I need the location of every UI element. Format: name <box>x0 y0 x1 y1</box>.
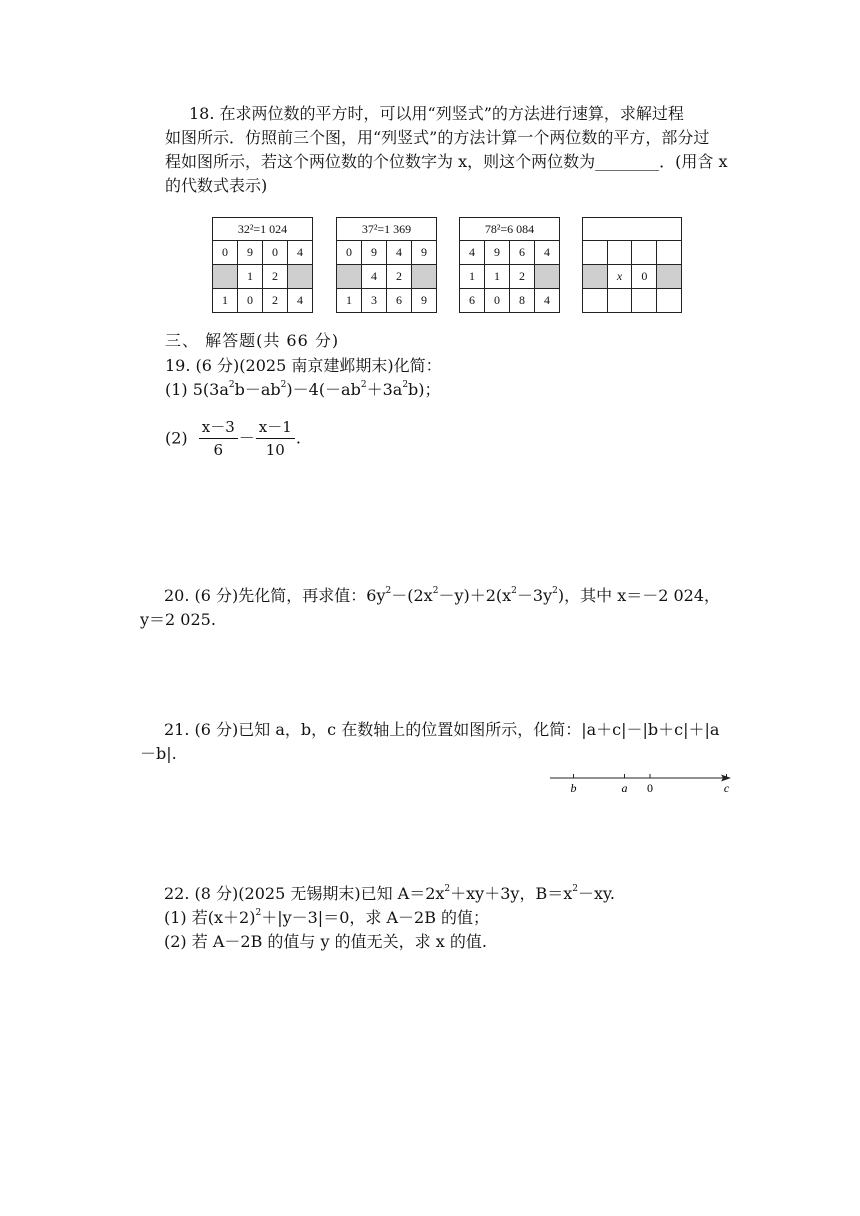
q19-part-2 <box>165 416 301 461</box>
q18-line-2: 如图所示．仿照前三个图，用“列竖式”的方法计算一个两位数的平方，部分过 <box>165 128 710 147</box>
superscript: 2 <box>572 883 578 894</box>
fraction <box>256 416 295 461</box>
q18-line-4: 的代数式表示) <box>165 176 268 195</box>
q22-part-1 <box>140 906 740 930</box>
text: －3y <box>516 586 553 605</box>
tick-label-zero: 0 <box>647 781 653 795</box>
grid-cell <box>607 241 632 265</box>
grid-cell: 9 <box>412 289 437 313</box>
grid-cell: 2 <box>387 265 412 289</box>
grid-cell <box>632 241 657 265</box>
grid-cell: 4 <box>460 241 485 265</box>
text: －(2x <box>391 586 433 605</box>
grid-cell: 1 <box>213 289 238 313</box>
tick-label-b: b <box>570 781 577 795</box>
grid-header: 37²=1 369 <box>337 218 437 241</box>
fraction-numerator: x－1 <box>256 416 295 439</box>
fraction <box>199 416 238 461</box>
text: －y)＋2(x <box>438 586 512 605</box>
tick-label-a: a <box>621 781 628 795</box>
superscript: 2 <box>385 585 392 596</box>
text: (1) 5(3a <box>165 380 229 399</box>
grid-cell: 8 <box>510 289 535 313</box>
text: b－ab <box>234 380 281 399</box>
grid-cell: 6 <box>460 289 485 313</box>
grid-cell: 4 <box>362 265 387 289</box>
grid-cell: 0 <box>238 289 263 313</box>
grid-cell <box>657 241 682 265</box>
fraction-denominator: 6 <box>213 441 224 459</box>
q20-line-1 <box>140 584 740 608</box>
grid-header: 78²=6 084 <box>460 218 560 241</box>
text: ＋3a <box>366 380 403 399</box>
grid-cell: 6 <box>387 289 412 313</box>
grid-header <box>583 218 682 241</box>
superscript: 2 <box>280 379 287 390</box>
grid-cell-shaded <box>657 265 682 289</box>
square-grids <box>212 217 682 317</box>
text: ＋|y－3|＝0，求 A－2B 的值； <box>261 908 490 927</box>
grid-cell-shaded <box>213 265 238 289</box>
question-22 <box>140 882 740 954</box>
grid-header: 32²=1 024 <box>213 218 313 241</box>
grid-cell: 9 <box>238 241 263 265</box>
period: . <box>295 428 301 448</box>
q18-line-1: 18. 在求两位数的平方时，可以用“列竖式”的方法进行速算，求解过程 <box>189 104 684 123</box>
grid-cell: 1 <box>238 265 263 289</box>
grid-cell: 0 <box>632 265 657 289</box>
text: )，其中 x＝－2 024， <box>557 586 721 605</box>
superscript: 2 <box>511 585 517 596</box>
grid-cell: 4 <box>288 241 313 265</box>
grid-32-squared <box>212 217 313 313</box>
superscript: 2 <box>552 585 558 596</box>
grid-cell: 9 <box>412 241 437 265</box>
q21-line-1: 21. (6 分)已知 a，b，c 在数轴上的位置如图所示，化简：|a＋c|－|b＋c|＋|a <box>164 720 720 739</box>
text: b)； <box>408 380 441 399</box>
grid-cell-shaded <box>583 265 608 289</box>
q20-line-2: y＝2 025. <box>140 610 216 629</box>
grid-cell <box>583 289 608 313</box>
grid-cell <box>583 241 608 265</box>
superscript: 2 <box>228 379 235 390</box>
superscript: 2 <box>360 379 367 390</box>
q22-part-2: (2) 若 A－2B 的值与 y 的值无关，求 x 的值. <box>164 932 487 951</box>
grid-78-squared <box>459 217 560 313</box>
question-18 <box>165 102 735 198</box>
superscript: 2 <box>444 883 451 894</box>
text: )－4(－ab <box>286 380 361 399</box>
grid-cell-shaded <box>288 265 313 289</box>
grid-cell: 0 <box>213 241 238 265</box>
grid-cell <box>607 289 632 313</box>
grid-cell: 6 <box>510 241 535 265</box>
question-19 <box>165 354 735 402</box>
grid-cell: 0 <box>337 241 362 265</box>
grid-cell: 2 <box>263 289 288 313</box>
tick-label-c: c <box>723 781 730 795</box>
section-3-heading: 三、 解答题(共 66 分) <box>165 331 340 350</box>
grid-37-squared <box>336 217 437 313</box>
grid-cell: 0 <box>263 241 288 265</box>
superscript: 2 <box>402 379 409 390</box>
grid-cell-shaded <box>412 265 437 289</box>
grid-cell: 4 <box>535 241 560 265</box>
grid-cell-shaded <box>337 265 362 289</box>
q19-part-2-label: (2) <box>165 428 188 448</box>
text: ＋xy＋3y，B＝x <box>450 884 573 903</box>
grid-cell: 9 <box>362 241 387 265</box>
grid-cell <box>632 289 657 313</box>
grid-unknown <box>582 217 682 313</box>
text: 20. (6 分)先化简，再求值：6y <box>164 586 386 605</box>
grid-cell: 2 <box>263 265 288 289</box>
q18-line-3: 程如图所示，若这个两位数的个位数字为 x，则这个两位数为________．(用含 x <box>165 152 728 171</box>
grid-cell-shaded <box>535 265 560 289</box>
number-line-svg <box>548 766 733 796</box>
grid-cell: 1 <box>485 265 510 289</box>
text: 22. (8 分)(2025 无锡期末)已知 A＝2x <box>164 884 445 903</box>
grid-cell: 4 <box>387 241 412 265</box>
grid-cell: 3 <box>362 289 387 313</box>
grid-cell-x: x <box>607 265 632 289</box>
fraction-denominator: 10 <box>265 441 285 459</box>
question-21 <box>140 718 740 766</box>
minus-sign: － <box>238 428 255 448</box>
fraction-numerator: x－3 <box>199 416 238 439</box>
grid-cell: 4 <box>288 289 313 313</box>
q19-part-1 <box>165 378 735 402</box>
q19-title: 19. (6 分)(2025 南京建邺期末)化简： <box>165 356 442 375</box>
q21-line-2: －b|. <box>140 744 177 763</box>
superscript: 2 <box>255 907 262 918</box>
grid-cell: 9 <box>485 241 510 265</box>
text: (1) 若(x＋2) <box>164 908 256 927</box>
grid-cell: 1 <box>337 289 362 313</box>
q22-line-1 <box>140 882 740 906</box>
question-20 <box>140 584 740 632</box>
grid-cell: 1 <box>460 265 485 289</box>
grid-cell <box>657 289 682 313</box>
number-line <box>548 766 733 796</box>
text: －xy. <box>577 884 615 903</box>
grid-cell: 4 <box>535 289 560 313</box>
superscript: 2 <box>432 585 439 596</box>
grid-cell: 0 <box>485 289 510 313</box>
grid-cell: 2 <box>510 265 535 289</box>
